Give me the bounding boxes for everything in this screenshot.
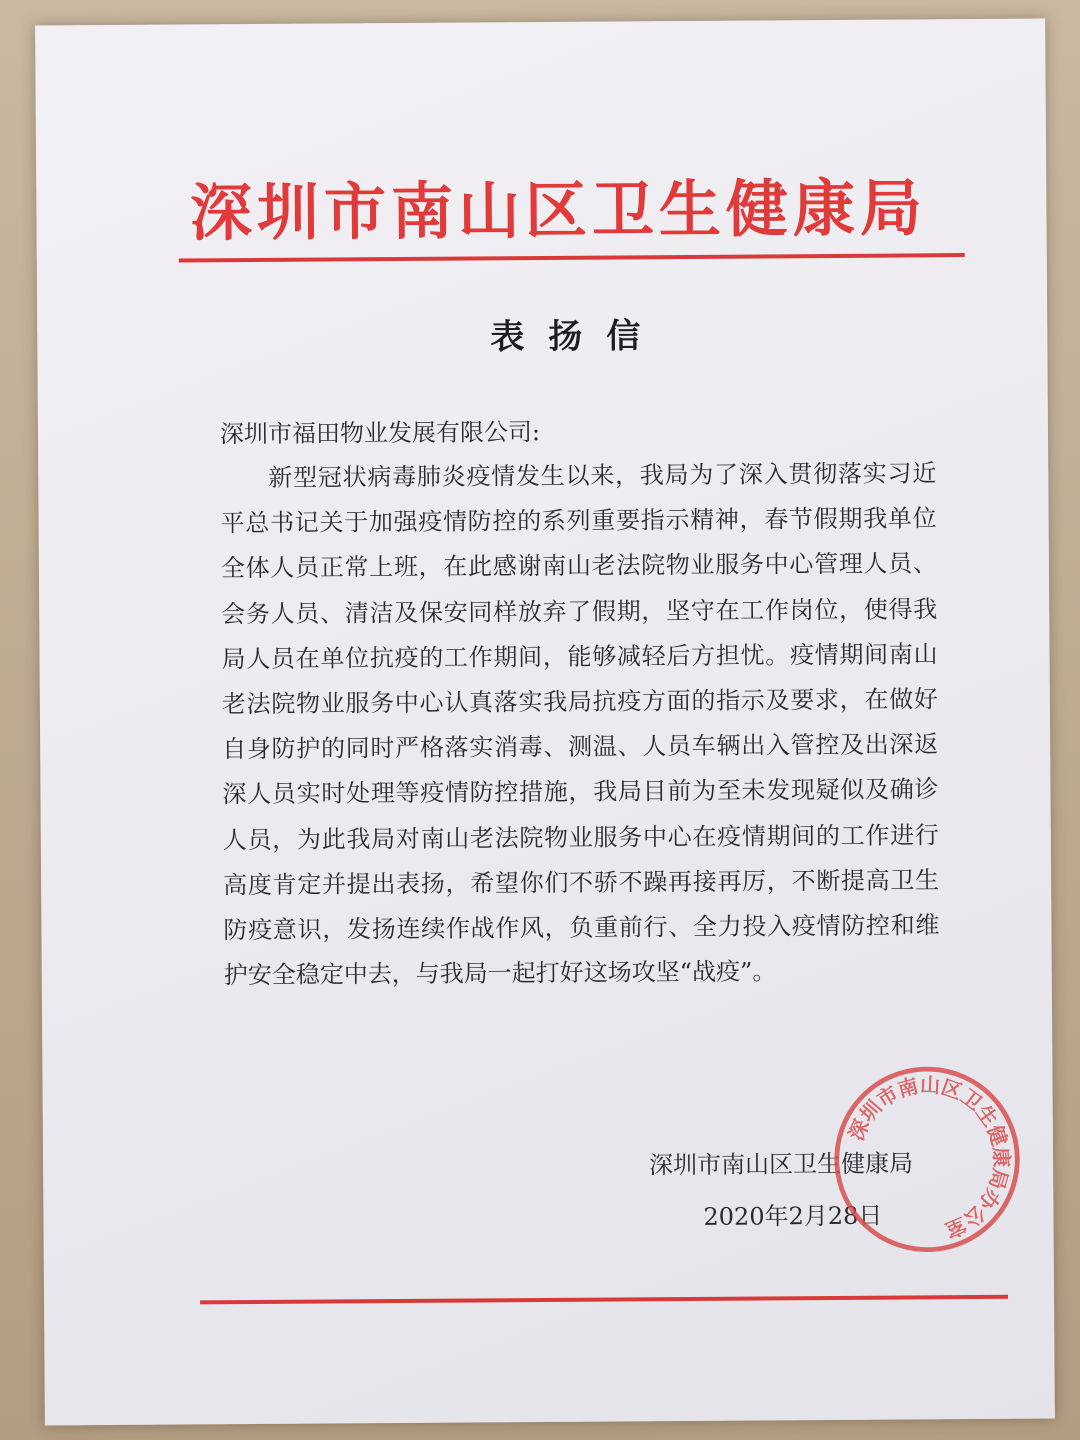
letterhead-title: 深圳市南山区卫生健康局	[189, 171, 928, 250]
official-seal-stamp	[819, 1051, 1035, 1267]
signature-organization: 深圳市南山区卫生健康局	[648, 1149, 914, 1180]
signature-date: 2020年2月28日	[703, 1201, 883, 1231]
letter-title: 表扬信	[490, 316, 665, 358]
salutation: 深圳市福田物业发展有限公司:	[219, 418, 541, 449]
document-page	[35, 18, 1055, 1425]
letter-body: 新型冠状病毒肺炎疫情发生以来，我局为了深入贯彻落实习近平总书记关于加强疫情防控的系列重要指示精神，春节假期我单位全体人员正常上班，在此感谢南山老法院物业服务中心管理人员、会务人员、清洁及保安同样放弃了假期，坚守在工作岗位，使得我局人员在单位抗疫的工作期间，能够减轻后方担忧。疫情期间南山老法院物业服务中心认真落实我局抗疫方面的指示及要求，在做好自身防护的同时严格落实消毒、测温、人员车辆出入管控及出深返深人员实时处理等疫情防控措施，我局目前为至未发现疑似及确诊人员，为此我局对南山老法院物业服务中心在疫情期间的工作进行高度肯定并提出表扬，希望你们不骄不躁再接再厉，不断提高卫生防疫意识，发扬连续作战作风，负重前行、全力投入疫情防控和维护安全稳定中去，与我局一起打好这场攻坚“战疫”。	[220, 459, 940, 990]
letterhead-red-rule	[179, 253, 965, 262]
footer-red-rule	[200, 1295, 1008, 1305]
seal-text-path: 深圳市南山区卫生健康局办公室	[843, 1072, 1014, 1243]
